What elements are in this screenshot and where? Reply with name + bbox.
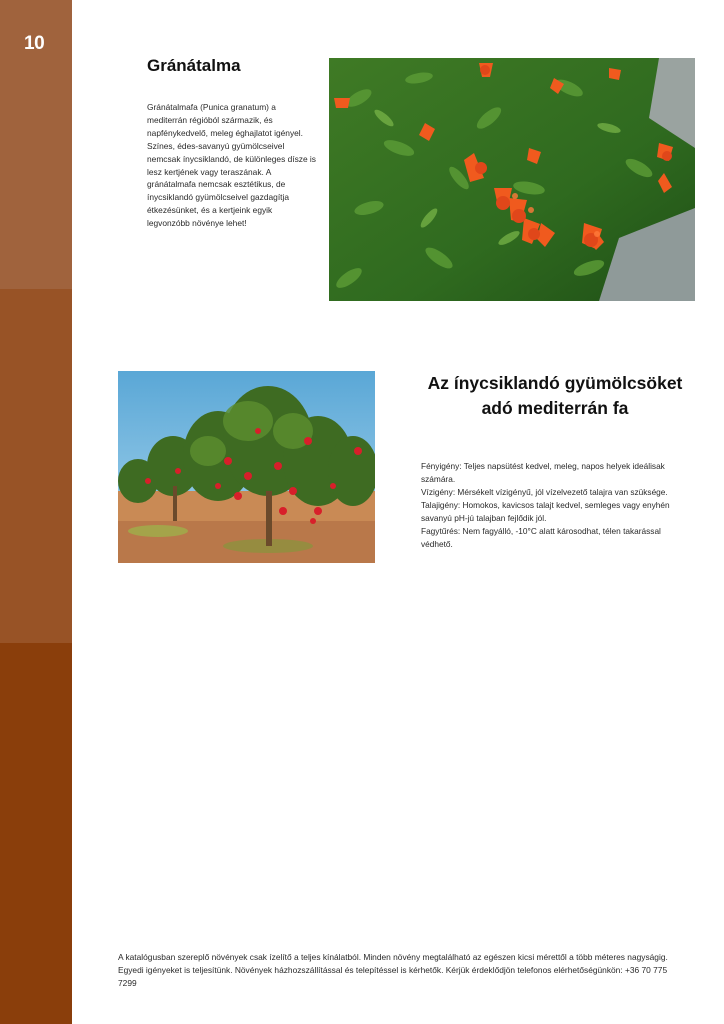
section-heading-line1: Az ínycsiklandó gyümölcsöket [427,373,683,393]
care-light: Fényigény: Teljes napsütést kedvel, meleg, napos helyek ideálisak számára. [421,461,665,484]
section-heading [410,371,700,421]
page-title: Gránátalma [147,56,241,75]
page-number: 10 [24,33,45,54]
care-frost: Fagytűrés: Nem fagyálló, -10°C alatt károsodhat, télen takarással védhető. [421,526,661,549]
care-water: Vízigény: Mérsékelt vízigényű, jól vízelvezető talajra van szüksége. [421,487,668,497]
section-heading-line2: adó mediterrán fa [481,398,629,418]
care-info [421,460,671,551]
pomegranate-flowers-photo [329,58,695,301]
care-soil: Talajigény: Homokos, kavicsos talajt kedvel, semleges vagy enyhén savanyú pH-jú talajban fejlődik jól. [421,500,670,523]
sidebar-band-middle [0,289,72,643]
pomegranate-tree-photo [118,371,375,563]
sidebar-band-bottom [0,643,72,1024]
intro-paragraph: Gránátalmafa (Punica granatum) a mediterrán régióból származik, és napfénykedvelő, meleg éghajlatot igényel. Színes, édes-savanyú gyümölcseivel nemcsak ínycsiklandó, de különleges dísze is lesz kertjének vagy teraszának. A gránátalmafa nemcsak esztétikus, de ínycsiklandó gyümölcseivel gazdagítja étkezésünket, és a kertjeink egyik legvonzóbb növénye lehet! [147,102,316,229]
sidebar [0,0,72,1024]
footer-note: A katalógusban szereplő növények csak ízelítő a teljes kínálatból. Minden növény megtalálható az egészen kicsi mérettől a több méteres nagyságig. Egyedi igényeket is teljesítünk. Növények házhozszállítással és telepítéssel is kérhetők. Kérjük érdeklődjön telefonos elérhetőségünkön: +36 70 775 7299 [118,952,668,988]
